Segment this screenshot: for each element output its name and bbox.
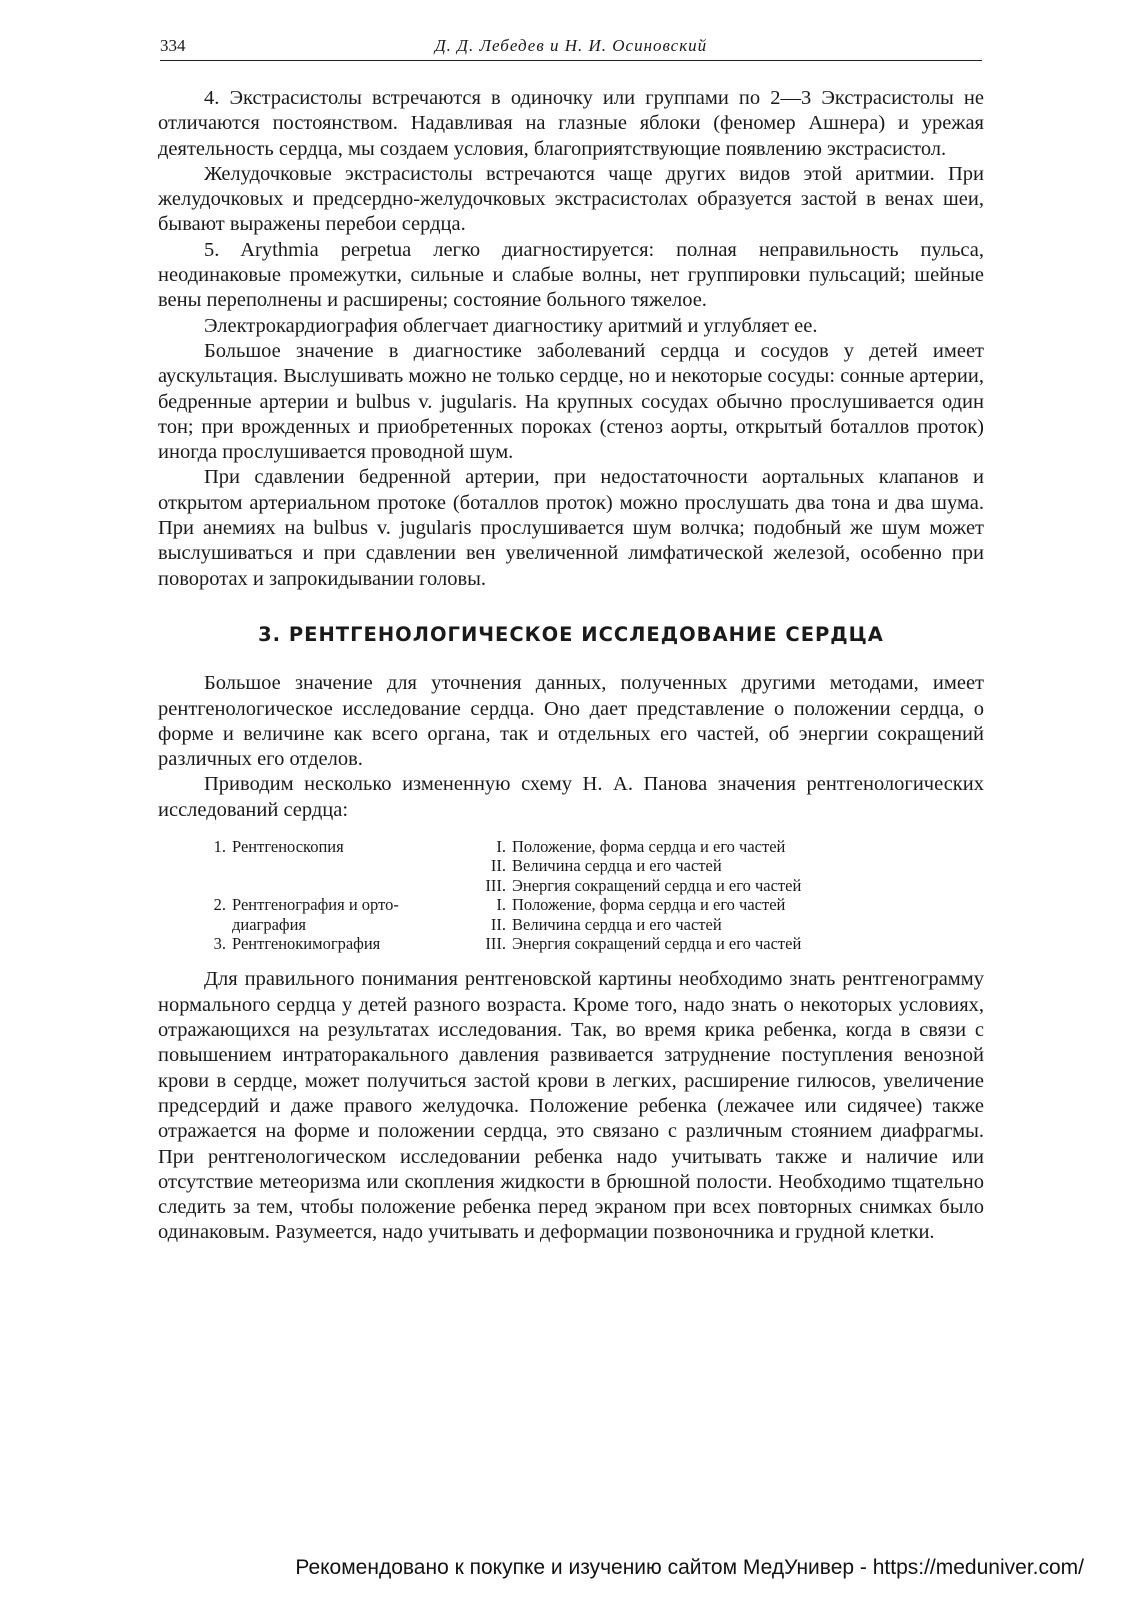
schema-result-row <box>474 837 984 856</box>
paragraph: 4. Экстрасистолы встречаются в одиночку или группами по 2—3 Экстрасистолы не отличаются постоянством. Надавливая на глазные яблоки (феномер Ашнера) и урежая деятельность сердца, мы создаем условия, благоприятствующие появлению экстрасистол. <box>158 87 984 160</box>
page-body <box>158 86 984 1246</box>
schema-result-text: Величина сердца и его частей <box>512 914 722 934</box>
schema-result-text: Энергия сокращений сердца и его частей <box>512 934 802 954</box>
schema-result-number: I. <box>496 895 506 915</box>
paragraph: Электрокардиография облегчает диагностику аритмий и углубляет ее. <box>204 314 818 337</box>
paragraph: Приводим несколько измененную схему Н. А. Панова значения рентгенологических исследований сердца: <box>158 773 984 821</box>
schema-method-row <box>194 837 474 856</box>
paragraph: При сдавлении бедренной артерии, при недостаточности аортальных клапанов и открытом артериальном протоке (боталлов проток) можно прослушать два тона и два шума. При анемиях на bulbus v. jugularis прослушивается шум волчка; подобный же шум может выслушиваться и при сдавлении вен увеличенной лимфатической железой, особенно при поворотах и запрокидывании головы. <box>158 466 984 590</box>
schema-method-text: Рентгенография и орто- <box>232 895 399 915</box>
schema-result-row <box>474 915 984 934</box>
schema-result-row <box>474 876 984 895</box>
schema-result-text: Положение, форма сердца и его частей <box>512 895 786 915</box>
schema-method-number: 3. <box>213 934 226 954</box>
schema-method-text: Рентгеноскопия <box>232 837 344 857</box>
schema-method-number: 1. <box>213 837 226 857</box>
schema-result-number: I. <box>496 837 506 857</box>
schema-result-row <box>474 856 984 875</box>
page-number: 334 <box>160 36 186 55</box>
schema-method-number: 2. <box>213 895 226 915</box>
schema-method-text: диаграфия <box>232 914 307 934</box>
paragraph: Желудочковые экстрасистолы встречаются чаще других видов этой аритмии. При желудочковых и предсердно-желудочковых экстрасистолах образуется застой в венах шеи, бывают выражены перебои сердца. <box>158 162 984 236</box>
paragraph: Для правильного понимания рентгеновской картины необходимо знать рентгенограмму нормального сердца у детей разного возраста. Кроме того, надо знать о некоторых условиях, отражающихся на результатах исследования. Так, во время крика ребенка, когда в связи с повышением интраторакального давления развивается затруднение поступления венозной крови в сердце, может получиться застой крови в легких, расширение гилюсов, увеличение предсердий и даже правого желудочка. Положение ребенка (лежачее или сидячее) также отражается на форме и положении сердца, это связано с различным стоянием диафрагмы. При рентгенологическом исследовании ребенка надо учитывать также и наличие или отсутствие метеоризма или скопления жидкости в брюшной полости. Необходимо тщательно следить за тем, чтобы положение ребенка перед экраном при всех повторных снимках было одинаковым. Разумеется, надо учитывать и деформации позвоночника и грудной клетки. <box>158 968 984 1244</box>
schema-method-row <box>194 915 474 934</box>
schema-method-row <box>194 934 474 953</box>
footer-watermark-link[interactable]: Рекомендовано к покупке и изучению сайтом МедУнивер - https://meduniver.com/ <box>295 1556 1084 1579</box>
schema-result-text: Положение, форма сердца и его частей <box>512 837 786 857</box>
schema-result-number: III. <box>485 875 506 895</box>
paragraph: Большое значение для уточнения данных, полученных другими методами, имеет рентгенологическое исследование сердца. Оно дает представление о положении сердца, о форме и величине как всего органа, так и отдельных его частей, об энергии сокращений различных его отделов. <box>158 672 984 771</box>
paragraph: Большое значение в диагностике заболеваний сердца и сосудов у детей имеет аускультация. Выслушивать можно не только сердце, но и некоторые сосуды: сонные артерии, бедренные артерии и bulbus v. jugularis. На крупных сосудах обычно прослушивается один тон; при врожденных и приобретенных пороках (стеноз аорты, открытый боталлов проток) иногда прослушивается проводной шум. <box>158 339 984 464</box>
section-heading: 3. РЕНТГЕНОЛОГИЧЕСКОЕ ИССЛЕДОВАНИЕ СЕРДЦА <box>258 622 884 646</box>
page-header <box>160 34 982 61</box>
schema-result-text: Энергия сокращений сердца и его частей <box>512 875 802 895</box>
schema-result-text: Величина сердца и его частей <box>512 856 722 876</box>
schema-method-row <box>194 876 474 895</box>
schema-result-number: III. <box>485 934 506 954</box>
xray-schema-table <box>194 837 984 953</box>
schema-method-row <box>194 895 474 914</box>
schema-result-row <box>474 934 984 953</box>
schema-result-number: II. <box>490 856 506 876</box>
schema-result-row <box>474 895 984 914</box>
schema-methods-column <box>194 837 474 953</box>
schema-results-column <box>474 837 984 953</box>
schema-result-number: II. <box>490 914 506 934</box>
paragraph: 5. Arythmia perpetua легко диагностируется: полная неправильность пульса, неодинаковые промежутки, сильные и слабые волны, нет группировки пульсаций; шейные вены переполнены и расширены; состояние больного тяжелое. <box>158 238 984 312</box>
running-head: Д. Д. Лебедев и Н. И. Осиновский <box>434 36 708 55</box>
schema-method-text: Рентгенокимография <box>232 934 381 954</box>
schema-method-row <box>194 856 474 875</box>
